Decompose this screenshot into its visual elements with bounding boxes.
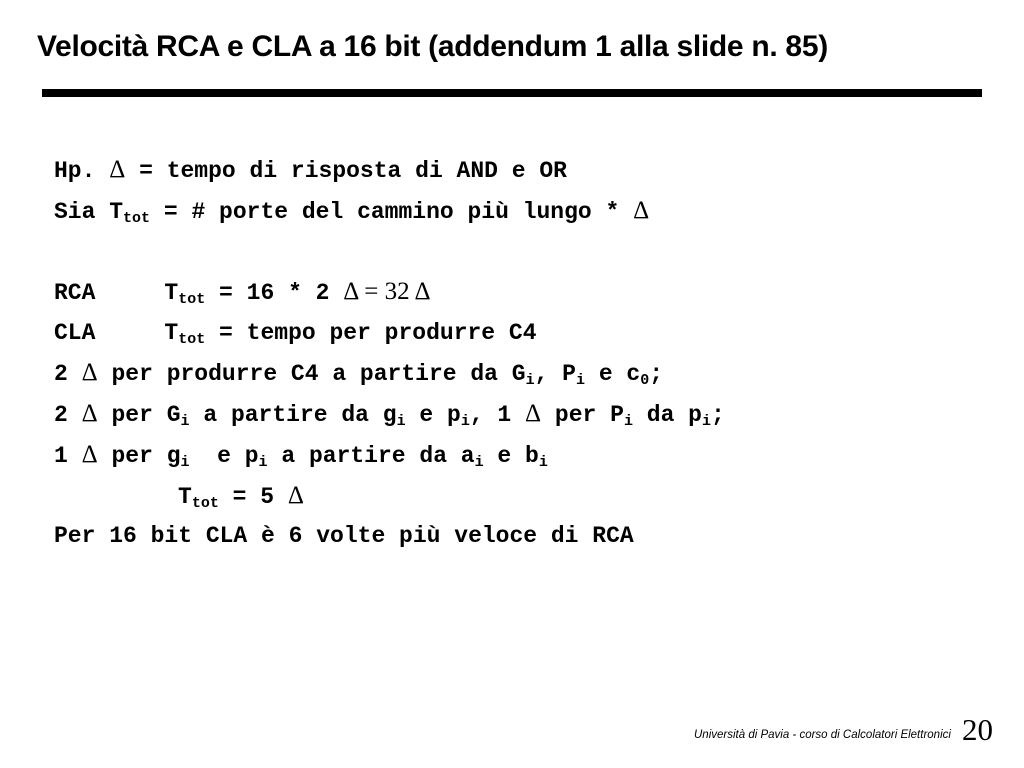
text: e p bbox=[405, 402, 461, 429]
subscript: i bbox=[180, 453, 190, 471]
subscript: i bbox=[460, 413, 470, 431]
text: a partire da a bbox=[267, 442, 475, 469]
delta-symbol: Δ bbox=[287, 481, 304, 509]
subscript: i bbox=[538, 453, 548, 471]
text: Per 16 bit CLA è 6 volte più veloce di RCA bbox=[54, 523, 634, 550]
line-c4-delay bbox=[54, 353, 725, 394]
blank-line bbox=[54, 231, 725, 272]
text: T bbox=[164, 280, 179, 307]
text: = tempo di risposta di AND e OR bbox=[125, 158, 567, 184]
text: RCA bbox=[54, 280, 96, 307]
text: a partire da g bbox=[189, 402, 397, 429]
line-rca bbox=[54, 272, 725, 313]
text: e p bbox=[189, 442, 259, 469]
text: T bbox=[178, 483, 192, 510]
title-divider bbox=[42, 89, 982, 97]
text: = tempo per produrre C4 bbox=[205, 319, 537, 346]
text: = 32 bbox=[357, 278, 415, 306]
delta-symbol: Δ bbox=[633, 196, 650, 224]
text: Hp. bbox=[54, 158, 110, 184]
slide-body bbox=[54, 150, 725, 557]
text: ; bbox=[649, 361, 664, 388]
text: e c bbox=[585, 361, 641, 388]
text: per produrre C4 a partire da G bbox=[97, 361, 526, 388]
delta-symbol: Δ bbox=[81, 440, 98, 468]
footer-credit: Università di Pavia - corso di Calcolatori Elettronici bbox=[694, 729, 951, 741]
text: per P bbox=[541, 402, 624, 429]
text: 2 bbox=[54, 402, 82, 429]
delta-symbol: Δ bbox=[81, 359, 98, 387]
text: , 1 bbox=[469, 402, 526, 429]
page-number: 20 bbox=[962, 712, 993, 747]
text: 1 bbox=[54, 442, 82, 469]
subscript: tot bbox=[178, 291, 206, 309]
delta-symbol: Δ bbox=[525, 400, 542, 428]
text: = 16 * 2 bbox=[205, 280, 344, 307]
subscript: i bbox=[701, 413, 711, 431]
subscript: i bbox=[258, 453, 268, 471]
text: Sia T bbox=[54, 198, 124, 225]
subscript: i bbox=[180, 413, 190, 431]
subscript: tot bbox=[178, 330, 206, 348]
line-gp-delay bbox=[54, 394, 725, 435]
subscript: i bbox=[474, 453, 484, 471]
text: per g bbox=[97, 442, 181, 469]
text: = 5 bbox=[218, 483, 288, 510]
text: per G bbox=[97, 402, 181, 429]
text: 2 bbox=[54, 361, 82, 388]
line-hypothesis bbox=[54, 150, 725, 191]
text: da p bbox=[632, 402, 702, 429]
text: ; bbox=[711, 402, 725, 429]
line-ttot-result bbox=[54, 476, 725, 517]
subscript: 0 bbox=[640, 372, 650, 390]
text: , P bbox=[534, 361, 576, 388]
subscript: i bbox=[576, 372, 586, 390]
delta-symbol: Δ bbox=[414, 278, 431, 306]
text: = # porte del cammino più lungo * bbox=[150, 198, 634, 225]
subscript: tot bbox=[123, 209, 151, 227]
slide-title: Velocità RCA e CLA a 16 bit (addendum 1 alla slide n. 85) bbox=[37, 30, 828, 63]
text: e b bbox=[483, 442, 539, 469]
line-cla bbox=[54, 313, 725, 354]
text: T bbox=[164, 319, 179, 346]
delta-symbol: Δ bbox=[81, 400, 98, 428]
line-conclusion bbox=[54, 516, 725, 557]
line-ttot-definition bbox=[54, 191, 725, 232]
line-ab-delay bbox=[54, 435, 725, 476]
delta-symbol: Δ bbox=[343, 278, 358, 306]
subscript: tot bbox=[191, 494, 219, 512]
subscript: i bbox=[396, 413, 406, 431]
subscript: i bbox=[525, 372, 535, 390]
subscript: i bbox=[623, 413, 633, 431]
text: CLA bbox=[54, 319, 96, 346]
delta-symbol: Δ bbox=[109, 156, 126, 183]
